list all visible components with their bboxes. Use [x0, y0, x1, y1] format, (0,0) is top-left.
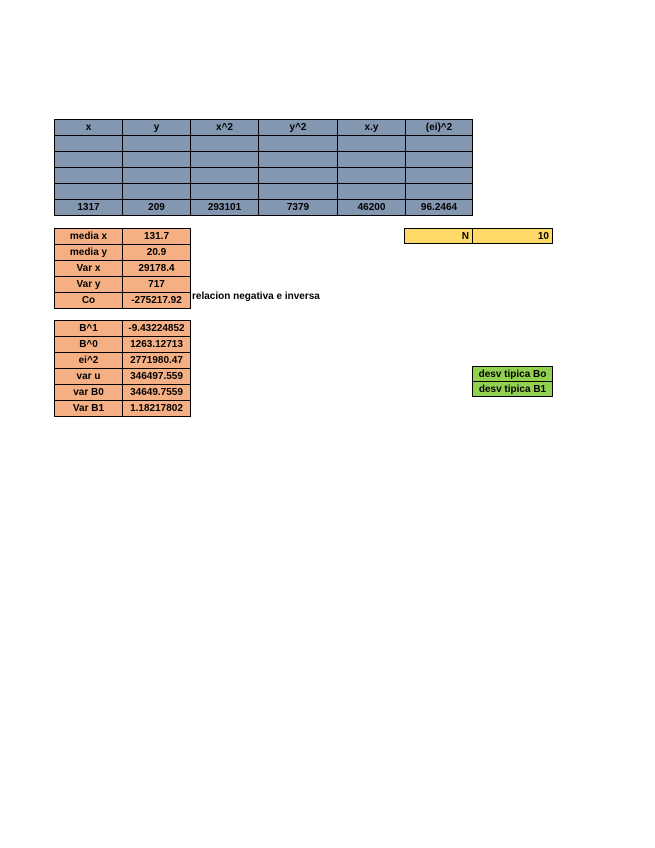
table-cell[interactable] — [338, 136, 406, 152]
stats-row-media-x — [55, 229, 191, 245]
total-x[interactable]: 1317 — [55, 200, 123, 216]
table-cell[interactable] — [191, 184, 259, 200]
table-header-row — [55, 120, 473, 136]
regression-value[interactable]: -9.43224852 — [123, 321, 191, 337]
regression-row — [55, 353, 191, 369]
table-cell[interactable] — [338, 152, 406, 168]
stats-row-var-x — [55, 261, 191, 277]
table-totals-row — [55, 200, 473, 216]
table-cell[interactable] — [406, 136, 473, 152]
stats-row-var-y — [55, 277, 191, 293]
regression-label[interactable]: B^0 — [55, 337, 123, 353]
table-cell[interactable] — [191, 152, 259, 168]
stats-value[interactable]: 29178.4 — [123, 261, 191, 277]
table-row — [55, 184, 473, 200]
table-cell[interactable] — [123, 152, 191, 168]
table-cell[interactable] — [55, 136, 123, 152]
desv-tipica-bo-cell[interactable]: desv tipica Bo — [472, 366, 553, 382]
regression-label[interactable]: Var B1 — [55, 401, 123, 417]
table-cell[interactable] — [259, 168, 338, 184]
header-ei-squared[interactable]: (ei)^2 — [406, 120, 473, 136]
desv-tipica-b1-cell[interactable]: desv tipica B1 — [472, 381, 553, 397]
stats-row-co — [55, 293, 191, 309]
table-cell[interactable] — [259, 136, 338, 152]
total-y[interactable]: 209 — [123, 200, 191, 216]
table-cell[interactable] — [55, 184, 123, 200]
header-y-squared[interactable]: y^2 — [259, 120, 338, 136]
table-row — [55, 136, 473, 152]
n-value-cell[interactable]: 10 — [472, 228, 553, 244]
stats-value[interactable]: 717 — [123, 277, 191, 293]
regression-row — [55, 337, 191, 353]
regression-row — [55, 385, 191, 401]
table-cell[interactable] — [55, 152, 123, 168]
regression-value[interactable]: 34649.7559 — [123, 385, 191, 401]
table-row — [55, 152, 473, 168]
regression-label[interactable]: ei^2 — [55, 353, 123, 369]
regression-value[interactable]: 1.18217802 — [123, 401, 191, 417]
data-table — [54, 119, 473, 216]
regression-value[interactable]: 2771980.47 — [123, 353, 191, 369]
table-cell[interactable] — [259, 152, 338, 168]
stats-label[interactable]: Var x — [55, 261, 123, 277]
regression-label[interactable]: B^1 — [55, 321, 123, 337]
regression-row — [55, 321, 191, 337]
header-y[interactable]: y — [123, 120, 191, 136]
table-cell[interactable] — [123, 136, 191, 152]
stats-value[interactable]: -275217.92 — [123, 293, 191, 309]
header-xy[interactable]: x.y — [338, 120, 406, 136]
total-y-squared[interactable]: 7379 — [259, 200, 338, 216]
table-cell[interactable] — [406, 168, 473, 184]
table-cell[interactable] — [123, 168, 191, 184]
table-cell[interactable] — [338, 168, 406, 184]
header-x[interactable]: x — [55, 120, 123, 136]
regression-value[interactable]: 1263.12713 — [123, 337, 191, 353]
table-row — [55, 168, 473, 184]
table-cell[interactable] — [123, 184, 191, 200]
table-cell[interactable] — [406, 152, 473, 168]
total-x-squared[interactable]: 293101 — [191, 200, 259, 216]
table-cell[interactable] — [406, 184, 473, 200]
n-label-cell[interactable]: N — [404, 228, 473, 244]
total-ei-squared[interactable]: 96.2464 — [406, 200, 473, 216]
table-cell[interactable] — [338, 184, 406, 200]
regression-row — [55, 369, 191, 385]
stats-label[interactable]: Var y — [55, 277, 123, 293]
table-cell[interactable] — [191, 168, 259, 184]
regression-row — [55, 401, 191, 417]
regression-label[interactable]: var B0 — [55, 385, 123, 401]
stats-value[interactable]: 131.7 — [123, 229, 191, 245]
stats-label[interactable]: media y — [55, 245, 123, 261]
table-cell[interactable] — [259, 184, 338, 200]
stats-value[interactable]: 20.9 — [123, 245, 191, 261]
regression-table — [54, 320, 191, 417]
stats-label[interactable]: media x — [55, 229, 123, 245]
stats-table — [54, 228, 191, 309]
table-cell[interactable] — [191, 136, 259, 152]
regression-value[interactable]: 346497.559 — [123, 369, 191, 385]
table-cell[interactable] — [55, 168, 123, 184]
header-x-squared[interactable]: x^2 — [191, 120, 259, 136]
stats-row-media-y — [55, 245, 191, 261]
total-xy[interactable]: 46200 — [338, 200, 406, 216]
regression-label[interactable]: var u — [55, 369, 123, 385]
covariance-note: relacion negativa e inversa — [192, 291, 320, 302]
stats-label[interactable]: Co — [55, 293, 123, 309]
